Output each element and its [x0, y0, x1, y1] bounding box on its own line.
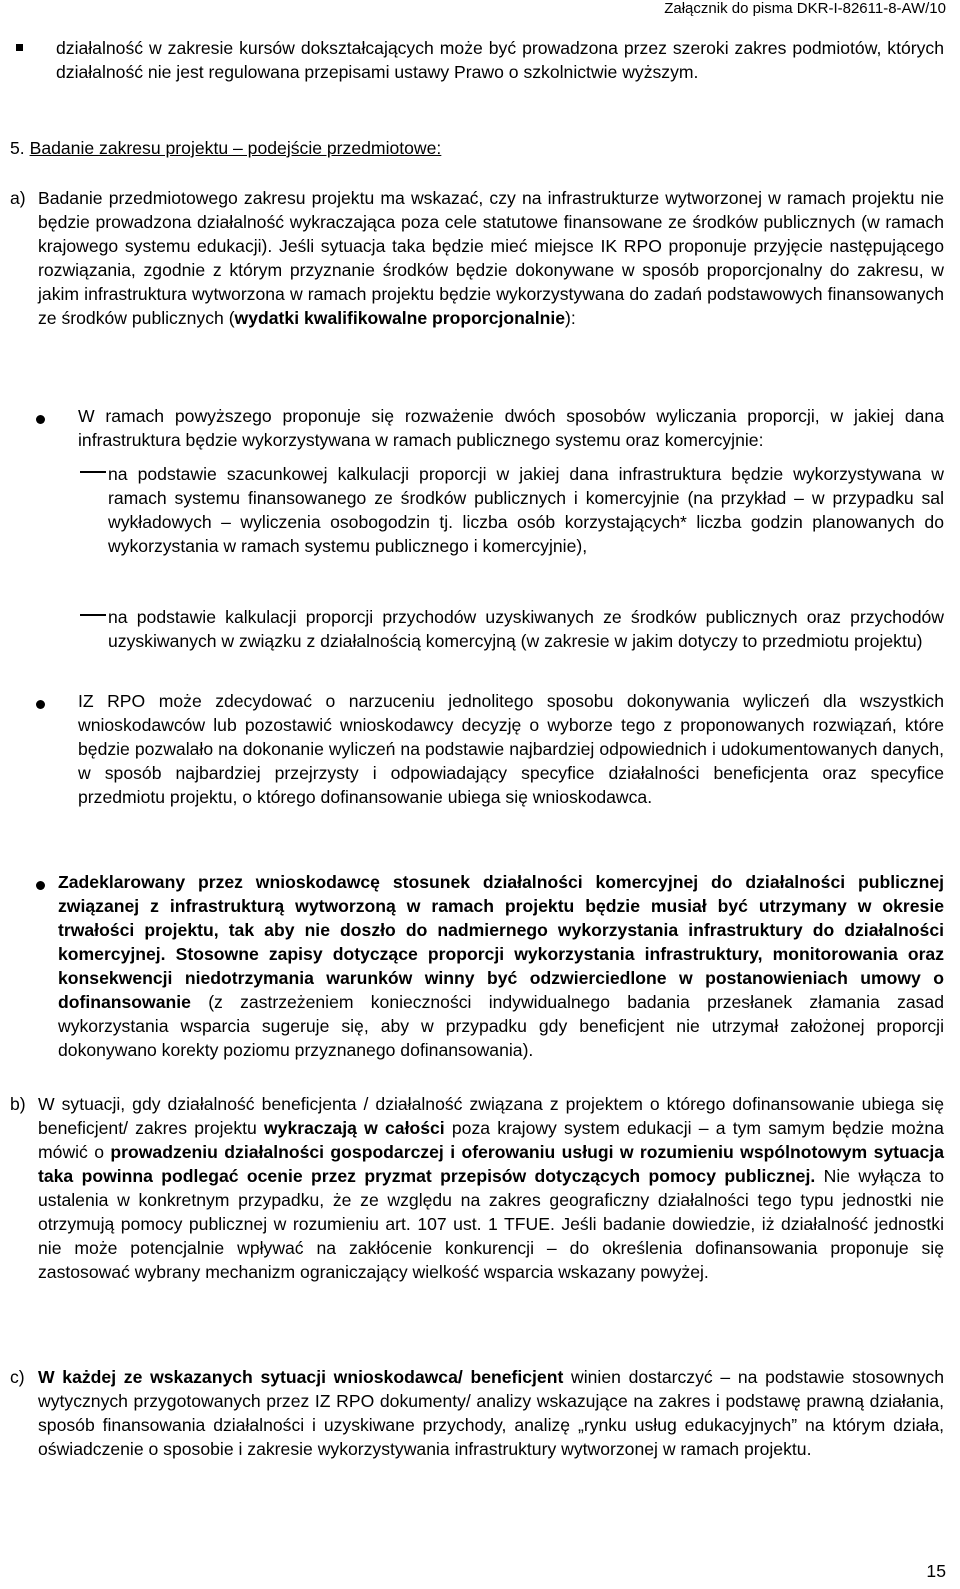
page-number: 15: [926, 1561, 946, 1581]
item-a-marker: a): [10, 188, 26, 208]
item-c-text-1: winien dostarczyć – na podstawie stosownych wytycznych przygotowanych przez IZ RPO dokumenty/ analizy wskazujące na zakres i podstawę prawną działania, sposób finansowania działalności i uzyskiwane przychody, analizę „rynku usług edukacyjnych” na którym działa, oświadczenie o sposobie i zakresie wykorzystywania infrastruktury wytworzonej w ramach projektu.: [38, 1367, 944, 1459]
item-b-marker: b): [10, 1094, 26, 1114]
item-b-text: [38, 1092, 944, 1284]
bullet-2-text: IZ RPO może zdecydować o narzuceniu jednolitego sposobu dokonywania wyliczeń dla wszystkich wnioskodawców lub pozostawić wnioskodawcy decyzję o wyborze tego z proponowanych rozwiązań, które będzie pozwalało na dokonanie wyliczeń na podstawie najbardziej odpowiednich i udokumentowanych danych, w sposób najbardziej przejrzysty i odpowiadający specyfice działalności beneficjenta oraz specyfice przedmiotu projektu, o którego dofinansowanie ubiega się wnioskodawca.: [78, 691, 944, 807]
section-number: 5.: [10, 138, 25, 158]
bullet-3-bold-1: Zadeklarowany przez wnioskodawcę stosunek działalności komercyjnej do działalności publicznej związanej z infrastrukturą wytworzoną w ramach projektu będzie musiał być utrzymany w okresie trwałości projektu, tak aby nie doszło do nadmiernego wykorzystania infrastruktury do działalności komercyjnej. Stosowne zapisy dotyczące proporcji wykorzystania infrastruktury, monitorowania oraz konsekwencji niedotrzymania warunków winny być odzwierciedlone w postanowieniach umowy o dofinansowanie: [58, 872, 944, 1012]
section-title: Badanie zakresu projektu – podejście przedmiotowe:: [29, 138, 442, 158]
dash-1-text: na podstawie szacunkowej kalkulacji proporcji w jakiej dana infrastruktura będzie wykorzystywana w ramach systemu finansowanego ze środków publicznych i komercyjnie (na przykład – w przypadku sal wykładowych – wyliczenia osobogodzin tj. liczba osób korzystających* liczba godzin planowanych do wykorzystania w ramach systemu publicznego i komercyjnie),: [108, 464, 944, 556]
item-b-bold-1: wykraczają w całości: [264, 1118, 445, 1138]
item-a-text-2: ):: [565, 308, 576, 328]
item-a-text-1: Badanie przedmiotowego zakresu projektu ma wskazać, czy na infrastrukturze wytworzonej w ramach projektu nie będzie prowadzona działalność wykraczająca poza cele statutowe finansowane ze środków publicznych (w ramach krajowego systemu edukacji). Jeśli sytuacja taka będzie mieć miejsce IK RPO proponuje przyjęcie następującego rozwiązania, zgodnie z którym przyznanie środków będzie dokonywane w sposób proporcjonalny do zakresu, w jakim infrastruktura wytworzona w ramach projektu będzie wykorzystywana do zadań podstawowych finansowanych ze środków publicznych (: [38, 188, 944, 328]
bullet-3-text: [58, 870, 944, 1062]
item-b-text-2: poza krajowy system edukacji – a tym samym będzie można mówić o: [38, 1118, 944, 1162]
square-bullet-icon: [16, 44, 23, 51]
dash-2-text: na podstawie kalkulacji proporcji przychodów uzyskiwanych ze środków publicznych oraz przychodów uzyskiwanych w związku z działalnością komercyjną (w zakresie w jakim dotyczy to przedmiotu projektu): [108, 607, 944, 651]
item-a-bold-1: wydatki kwalifikowalne proporcjonalnie: [234, 308, 565, 328]
intro-bullet-text: działalność w zakresie kursów dokształcających może być prowadzona przez szeroki zakres podmiotów, których działalność nie jest regulowana przepisami ustawy Prawo o szkolnictwie wyższym.: [56, 38, 944, 82]
dash-bullet-icon: [80, 614, 106, 616]
bullet-dot-icon: [36, 881, 45, 890]
item-a-text: [38, 186, 944, 330]
bullet-1-text: W ramach powyższego proponuje się rozważenie dwóch sposobów wyliczania proporcji, w jakiej dana infrastruktura będzie wykorzystywana w ramach publicznego systemu oraz komercyjnie:: [78, 406, 944, 450]
item-c-marker: c): [10, 1367, 25, 1387]
item-c-bold-1: W każdej ze wskazanych sytuacji wnioskodawca/ beneficjent: [38, 1367, 564, 1387]
item-b-bold-2: prowadzeniu działalności gospodarczej i oferowaniu usługi w rozumieniu wspólnotowym sytuacja taka powinna podlegać ocenie przez pryzmat przepisów dotyczących pomocy publicznej.: [38, 1142, 944, 1186]
item-b-text-3: Nie wyłącza to ustalenia w konkretnym przypadku, że ze względu na zakres geograficzny działalności tego typu jednostki nie otrzymują pomocy publicznej w rozumieniu art. 107 ust. 1 TFUE. Jeśli badanie dowiedzie, iż działalność jednostki nie może potencjalnie wpływać na zakłócenie konkurencji – do określenia dofinansowania proponuje się zastosować wybrany mechanizm ograniczający wielkość wsparcia wskazany powyżej.: [38, 1166, 944, 1282]
bullet-3-text-1: (z zastrzeżeniem konieczności indywidualnego badania przesłanek złamania zasad wykorzystania wsparcia sugeruje się, aby w przypadku gdy beneficjent nie utrzymał założonej proporcji dokonywano korekty poziomu przyznanego dofinansowania).: [58, 992, 944, 1060]
attachment-reference: Załącznik do pisma DKR-I-82611-8-AW/10: [664, 0, 946, 17]
bullet-dot-icon: [36, 415, 45, 424]
item-b-text-1: W sytuacji, gdy działalność beneficjenta / działalność związana z projektem o którego dofinansowanie ubiega się beneficjent/ zakres projektu: [38, 1094, 944, 1138]
dash-bullet-icon: [80, 471, 106, 473]
bullet-dot-icon: [36, 700, 45, 709]
item-c-text: [38, 1365, 944, 1461]
section-5-heading: [10, 136, 910, 160]
